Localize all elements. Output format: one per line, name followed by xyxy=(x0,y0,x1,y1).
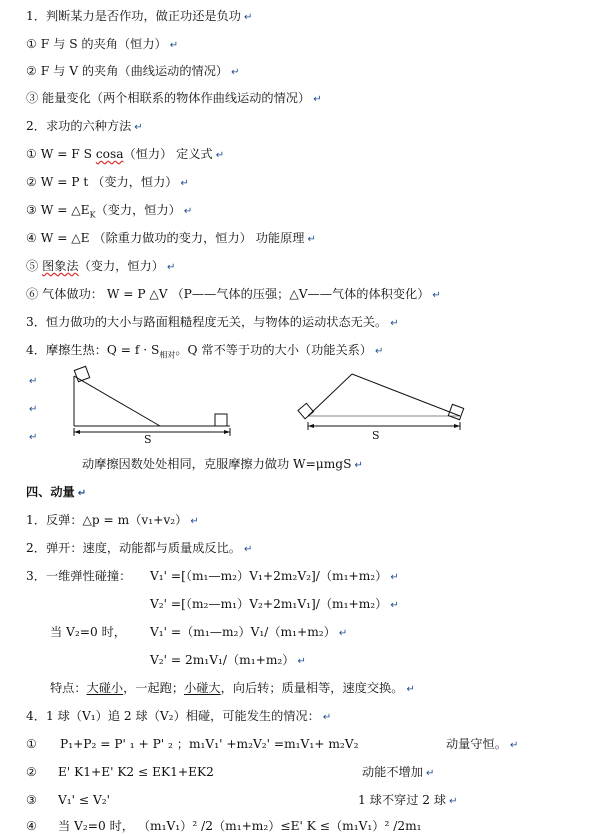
case-2-num: ② xyxy=(26,765,37,779)
figure-para-mark-2: ↵ xyxy=(29,404,38,415)
rebound-line: 1．反弹：△p = m（v₁+v₂） ↵ xyxy=(26,513,199,527)
sec1-item-1: ① F 与 S 的夹角（恒力） ↵ xyxy=(26,37,179,51)
chase-collision-heading: 4．1 球（V₁）追 2 球（V₂）相碰，可能发生的情况： ↵ xyxy=(26,709,332,723)
collision-features: 特点：大碰小，一起跑；小碰大，向后转；质量相等，速度交换。 ↵ xyxy=(50,681,415,695)
figure-incline-2 xyxy=(294,366,484,441)
v2-zero-v2-formula: V₂' = 2m₁V₁/（m₁+m₂） ↵ xyxy=(150,653,306,667)
spring-apart-line: 2．弹开：速度，动能都与质量成反比。 ↵ xyxy=(26,541,253,555)
sec1-item-3: ③ 能量变化（两个相联系的物体作曲线运动的情况） ↵ xyxy=(26,91,322,105)
v2-zero-label: 当 V₂=0 时， xyxy=(50,625,126,639)
part4-heading: 四、动量 ↵ xyxy=(26,485,87,499)
v2-zero-v1-formula: V₁' =（m₁—m₂）V₁/（m₁+m₂） ↵ xyxy=(150,625,348,639)
elastic-v1-formula: V₁' =[（m₁—m₂）V₁+2m₂V₂]/（m₁+m₂） ↵ xyxy=(150,569,399,583)
elastic-v2-formula: V₂' =[（m₂—m₁）V₂+2m₁V₁]/（m₁+m₂） ↵ xyxy=(150,597,399,611)
sec1-heading: 1．判断某力是否作功，做正功还是负功 ↵ xyxy=(26,9,253,23)
block-start xyxy=(74,366,89,381)
figure2-s-label: S xyxy=(372,429,380,442)
case-3-note: 1 球不穿过 2 球 ↵ xyxy=(358,793,458,807)
figure-para-mark-1: ↵ xyxy=(29,376,38,387)
figure-incline-1 xyxy=(60,366,240,441)
case-1-formula: P₁+P₂ = P' ₁ + P' ₂ ；m₁V₁' +m₂V₂' =m₁V₁+ m₂V₂ xyxy=(60,737,359,751)
sec2-heading: 2．求功的六种方法 ↵ xyxy=(26,119,143,133)
case-2-note: 动能不增加 ↵ xyxy=(362,765,435,779)
work-method-2: ② W = P t （变力，恒力） ↵ xyxy=(26,175,189,189)
sec4-text: 4．摩擦生热：$Q = f \cdot S_{相对}$。Q 常不等于功的大小（功能关系） ↵ xyxy=(26,343,384,360)
work-method-1: ① W = F S cosa（恒力） 定义式 ↵ xyxy=(26,147,225,161)
block-end xyxy=(215,414,227,426)
case-2-formula: E' K1+E' K2 ≤ EK1+EK2 xyxy=(58,765,214,779)
figure-para-mark-3: ↵ xyxy=(29,432,38,443)
sec1-item-2: ② F 与 V 的夹角（曲线运动的情况） ↵ xyxy=(26,64,240,78)
figure1-s-label: S xyxy=(144,433,152,446)
work-method-4: ④ W = △E （除重力做功的变力，恒力） 功能原理 ↵ xyxy=(26,231,316,245)
figure-caption: 动摩擦因数处处相同，克服摩擦力做功 W=μmgS ↵ xyxy=(82,457,363,471)
elastic-collision-label: 3．一维弹性碰撞： xyxy=(26,569,132,583)
case-1-note: 动量守恒。 ↵ xyxy=(446,737,519,751)
case-1-num: ① xyxy=(26,737,37,751)
case-3-formula: V₁' ≤ V₂' xyxy=(58,793,111,807)
case-3-num: ③ xyxy=(26,793,37,807)
case-4-num: ④ xyxy=(26,819,37,833)
work-method-3: ③ $W = \triangle E_K$（变力，恒力） ↵ xyxy=(26,203,193,220)
case-4-formula: 当 V₂=0 时， （m₁V₁）² /2（m₁+m₂）≤E' K ≤（m₁V₁）² /2m₁ xyxy=(58,819,422,833)
sec3-text: 3．恒力做功的大小与路面粗糙程度无关，与物体的运动状态无关。 ↵ xyxy=(26,315,399,329)
work-method-5: ⑤ 图象法（变力，恒力） ↵ xyxy=(26,259,176,273)
work-method-6: ⑥ 气体做功： W = P △V （P——气体的压强；△V——气体的体积变化） ↵ xyxy=(26,287,441,301)
block-start xyxy=(298,403,313,418)
